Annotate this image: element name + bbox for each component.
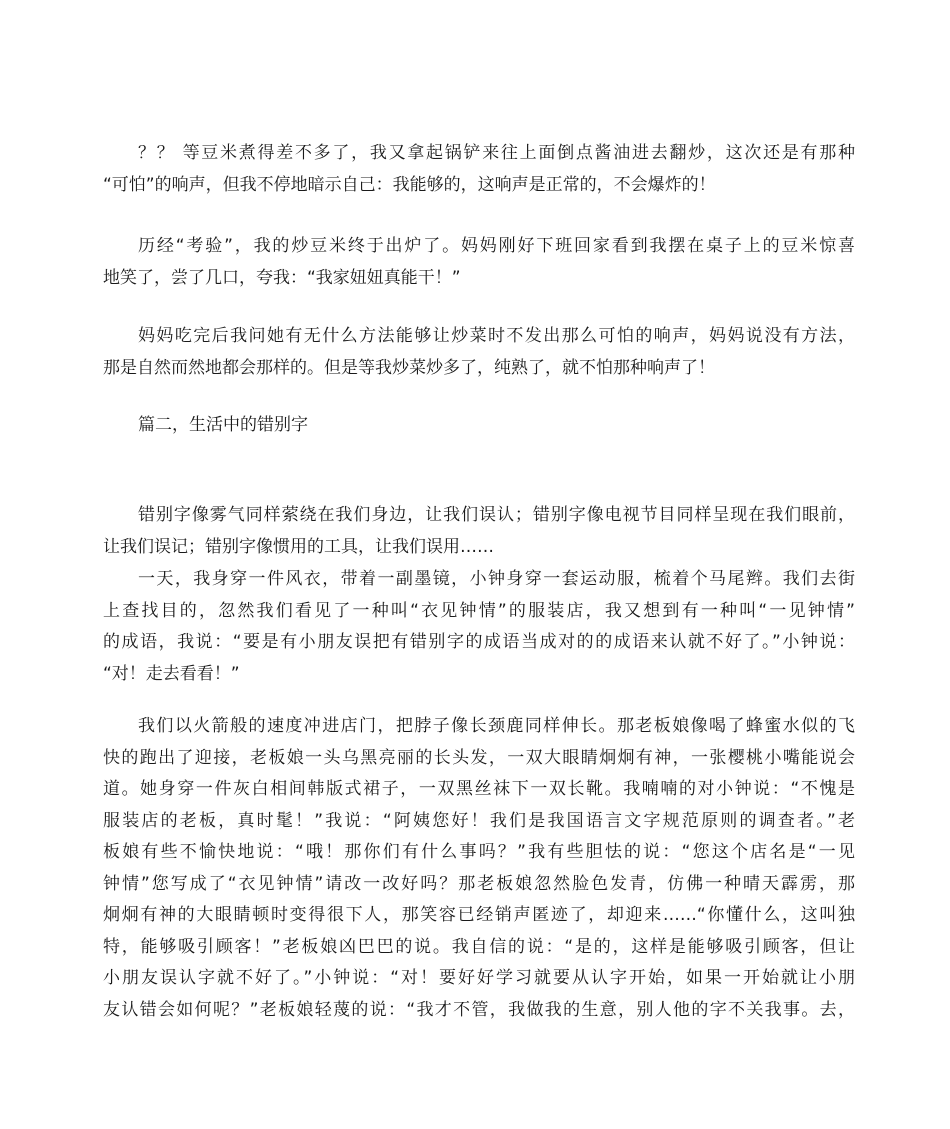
paragraph-line: 的成语，我说：“要是有小朋友误把有错别字的成语当成对的的成语来认就不好了。”小钟说： <box>103 632 855 652</box>
paragraph-typo-intro <box>103 500 855 563</box>
paragraph-line: 友认错会如何呢？”老板娘轻蔑的说：“我才不管，我做我的生意，别人他的字不关我事。去， <box>103 999 855 1020</box>
paragraph-line: 我们以火箭般的速度冲进店门，把脖子像长颈鹿同样伸长。那老板娘像喝了蜂蜜水似的飞 <box>138 716 855 736</box>
paragraph-line: 那是自然而然地都会那样的。但是等我炒菜炒多了，纯熟了，就不怕那种响声了！ <box>103 357 715 378</box>
paragraph-line: ？？ 等豆米煮得差不多了，我又拿起锅铲来往上面倒点酱油进去翻炒，这次还是有那种 <box>138 143 855 163</box>
paragraph-line: 板娘有些不愉快地说：“哦！那你们有什么事吗？”我有些胆怯的说：“您这个店名是“一见 <box>103 842 855 862</box>
paragraph-line: 历经“考验”，我的炒豆米终于出炉了。妈妈刚好下班回家看到我摆在桌子上的豆米惊喜 <box>138 236 855 256</box>
paragraph-line: 道。她身穿一件灰白相间韩版式裙子，一双黑丝袜下一双长靴。我喃喃的对小钟说：“不愧是 <box>103 779 855 799</box>
paragraph-test-passed <box>103 231 855 294</box>
section-heading-text: 篇二，生活中的错别字 <box>138 415 308 435</box>
paragraph-line: 地笑了，尝了几口，夸我：“我家妞妞真能干！” <box>103 267 461 288</box>
paragraph-line: 上查找目的，忽然我们看见了一种叫“衣见钟情”的服装店，我又想到有一种叫“一见钟情” <box>103 600 855 621</box>
paragraph-line: 错别字像雾气同样萦绕在我们身边，让我们误认；错别字像电视节目同样呈现在我们眼前， <box>138 505 855 525</box>
paragraph-stir-fry <box>103 138 855 201</box>
paragraph-line: 服装店的老板，真时髦！”我说：“阿姨您好！我们是我国语言文字规范原则的调查者。”老 <box>103 810 855 831</box>
paragraph-line: “对！走去看看！” <box>103 663 240 684</box>
section-heading <box>103 410 855 442</box>
paragraph-line: 快的跑出了迎接，老板娘一头乌黑亮丽的长头发，一双大眼睛炯炯有神，一张樱桃小嘴能说会 <box>103 747 855 768</box>
paragraph-line: 特，能够吸引顾客！”老板娘凶巴巴的说。我自信的说：“是的，这样是能够吸引顾客，但让 <box>103 936 855 957</box>
paragraph-line: 小朋友误认字就不好了。”小钟说：“对！要好好学习就要从认字开始，如果一开始就让小朋 <box>103 968 855 988</box>
paragraph-line: “可怕”的响声，但我不停地暗示自己：我能够的，这响声是正常的，不会爆炸的！ <box>103 174 716 195</box>
paragraph-line: 炯炯有神的大眼睛顿时变得很下人，那笑容已经销声匿迹了，却迎来……“你懂什么，这叫独 <box>103 905 855 925</box>
paragraph-line: 一天，我身穿一件风衣，带着一副墨镜，小钟身穿一套运动服，梳着个马尾辫。我们去街 <box>138 569 855 589</box>
paragraph-line: 妈妈吃完后我问她有无什么方法能够让炒菜时不发出那么可怕的响声，妈妈说没有方法， <box>138 326 855 346</box>
paragraph-mom-answer <box>103 321 855 384</box>
paragraph-line: 钟情”您写成了“衣见钟情”请改一改好吗？那老板娘忽然脸色发青，仿佛一种晴天霹雳，那 <box>103 873 855 894</box>
paragraph-line: 让我们误记；错别字像惯用的工具，让我们误用…… <box>103 536 494 557</box>
paragraph-street-walk <box>103 564 855 690</box>
paragraph-shop-owner <box>103 711 855 1026</box>
